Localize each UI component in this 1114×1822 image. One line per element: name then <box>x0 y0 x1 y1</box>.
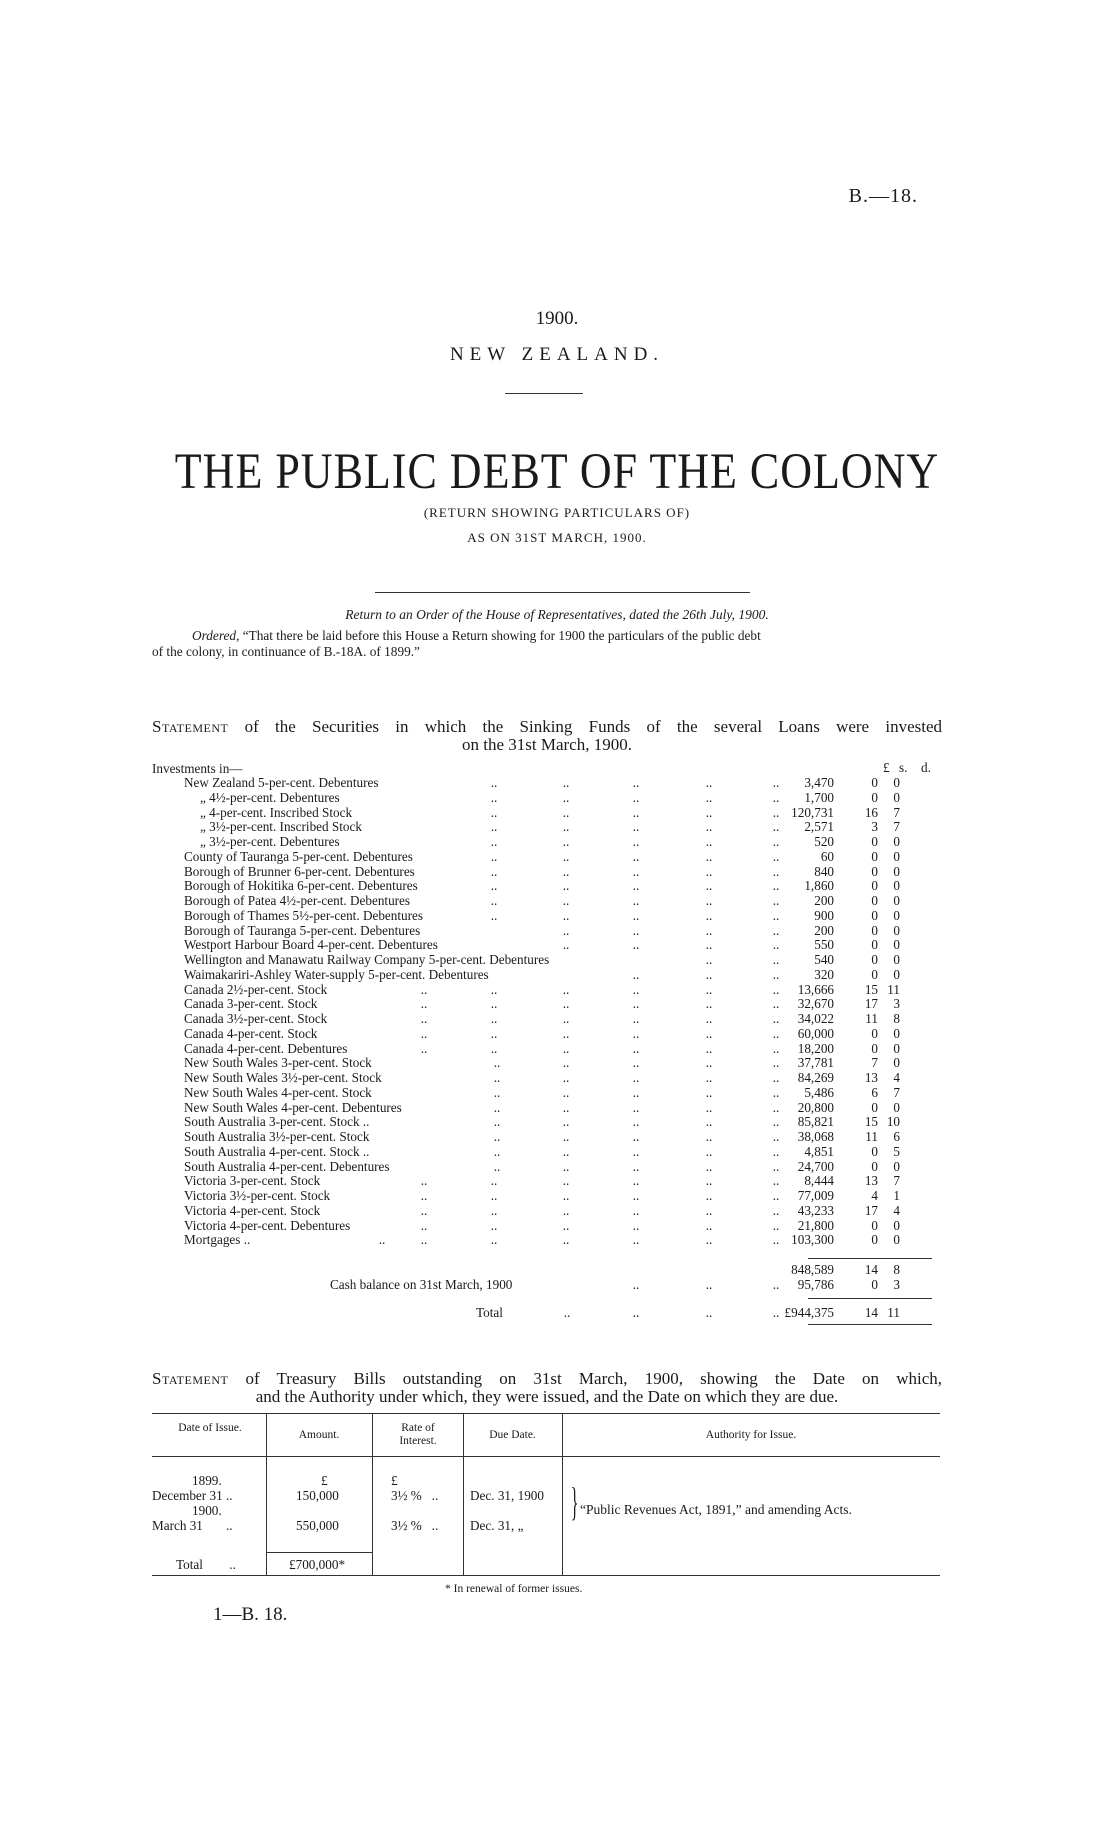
investment-pounds: 8,444 <box>804 1173 834 1189</box>
leader-dots: .. .. .. .. .. .. <box>420 1202 780 1218</box>
investment-shillings: 0 <box>871 863 878 879</box>
investment-label: Waimakariri-Ashley Water-supply 5-per-cent. Debentures <box>184 966 489 982</box>
investment-pence: 0 <box>893 1099 900 1115</box>
investment-shillings: 0 <box>871 1217 878 1233</box>
tb-row2-due: Dec. 31, „ <box>470 1518 524 1533</box>
title-divider <box>505 393 583 394</box>
investment-shillings: 0 <box>871 893 878 908</box>
investment-pence: 4 <box>893 1202 900 1218</box>
tb-row1-date-text: December 31 <box>152 1488 223 1503</box>
subtotal-shillings: 14 <box>864 1262 878 1277</box>
investment-pounds: 520 <box>814 834 834 849</box>
investment-label: Canada 3-per-cent. Stock <box>184 996 318 1012</box>
investment-pounds: 21,800 <box>797 1217 834 1233</box>
investment-pounds: 320 <box>814 966 834 982</box>
tb-row2-rate: 3½ % .. <box>391 1518 439 1533</box>
investment-label: New South Wales 4-per-cent. Stock <box>184 1084 372 1100</box>
investment-shillings: 0 <box>871 1025 878 1041</box>
ordered-paragraph <box>152 628 952 660</box>
investment-shillings: 0 <box>871 1099 878 1115</box>
investment-pence: 0 <box>893 848 900 864</box>
subtotal-row <box>152 1263 942 1277</box>
leader-dots: .. .. .. .. .. <box>490 878 780 894</box>
total-rule-top <box>808 1298 932 1299</box>
investment-shillings: 0 <box>871 1158 878 1174</box>
investment-shillings: 0 <box>871 1040 878 1056</box>
tb-authority: “Public Revenues Act, 1891,” and amending Acts. <box>580 1502 852 1517</box>
investment-row <box>152 835 942 849</box>
investment-pence: 0 <box>893 789 900 805</box>
investment-label: Westport Harbour Board 4-per-cent. Debentures <box>184 937 438 953</box>
investment-pence: 1 <box>893 1188 900 1203</box>
tb-header-rate: Rate of Interest. <box>399 1422 437 1447</box>
tb-row2-rate-text: 3½ % <box>391 1518 422 1533</box>
investment-label: Canada 3½-per-cent. Stock <box>184 1011 328 1026</box>
leader-dots: .. .. .. .. .. <box>493 1143 780 1159</box>
investment-shillings: 13 <box>864 1173 878 1189</box>
statement1-heading-line2: on the 31st March, 1900. <box>462 735 632 754</box>
total-rule-bottom <box>808 1324 932 1325</box>
investment-pounds: 4,851 <box>804 1143 834 1159</box>
investment-label: Canada 4-per-cent. Stock <box>184 1025 318 1041</box>
total-label: Total <box>476 1305 503 1320</box>
leader-dots: .. .. .. .. .. <box>490 775 780 790</box>
investment-pence: 8 <box>893 1011 900 1026</box>
investment-pence: 10 <box>886 1114 900 1130</box>
investment-row <box>152 909 942 923</box>
investment-row <box>152 1086 942 1100</box>
investment-label: South Australia 4-per-cent. Stock .. <box>184 1143 370 1159</box>
investment-pence: 0 <box>893 834 900 849</box>
leader-dots: .. .. .. .. .. <box>490 804 780 820</box>
investment-pounds: 540 <box>814 952 834 967</box>
investment-pence: 0 <box>893 1217 900 1233</box>
investment-pence: 7 <box>893 819 900 835</box>
investment-pounds: 43,233 <box>797 1202 834 1218</box>
tb-row1-amount: 150,000 <box>296 1488 339 1503</box>
leader-dots: .. .. .. .. .. <box>493 1084 780 1100</box>
tb-total-rule <box>266 1552 372 1553</box>
investment-row <box>152 1189 942 1203</box>
investment-label: „ 4-per-cent. Inscribed Stock <box>200 804 353 820</box>
tb-row1-rate-text: 3½ % <box>391 1488 422 1503</box>
tb-total-label-text: Total <box>176 1557 203 1572</box>
investment-label: Canada 2½-per-cent. Stock <box>184 981 328 997</box>
investment-shillings: 0 <box>871 952 878 967</box>
investment-pounds: 200 <box>814 893 834 908</box>
investment-shillings: 11 <box>865 1129 878 1144</box>
tb-row1-due: Dec. 31, 1900 <box>470 1488 544 1503</box>
investment-pounds: 900 <box>814 907 834 923</box>
investment-pounds: 38,068 <box>797 1129 834 1144</box>
leader-dots: .. .. .. .. .. <box>490 834 780 849</box>
investment-label: „ 3½-per-cent. Debentures <box>200 834 340 849</box>
investment-pence: 5 <box>893 1143 900 1159</box>
investment-pence: 0 <box>893 937 900 953</box>
investment-pence: 0 <box>893 863 900 879</box>
investment-row <box>152 1204 942 1218</box>
investment-label: Borough of Patea 4½-per-cent. Debentures <box>184 893 411 908</box>
investment-row <box>152 894 942 908</box>
investment-pence: 0 <box>893 775 900 790</box>
investment-pounds: 24,700 <box>797 1158 834 1174</box>
investment-pence: 0 <box>893 922 900 938</box>
investment-label: Victoria 3½-per-cent. Stock <box>184 1188 331 1203</box>
document-reference: B.—18. <box>848 185 918 207</box>
investment-label: Mortgages .. <box>184 1232 251 1248</box>
investment-pounds: 1,860 <box>804 878 834 894</box>
investment-shillings: 3 <box>871 819 878 835</box>
tb-bottom-rule <box>152 1575 940 1576</box>
investment-pounds: 60,000 <box>797 1025 834 1041</box>
investment-pence: 0 <box>893 1025 900 1041</box>
investment-label: Borough of Hokitika 6-per-cent. Debentures <box>184 878 418 894</box>
country: NEW ZEALAND. <box>449 344 665 365</box>
investment-row <box>152 1042 942 1056</box>
investment-row <box>152 1101 942 1115</box>
tb-row1-year: 1899. <box>192 1473 222 1488</box>
investment-row <box>152 1130 942 1144</box>
total-pounds: £944,375 <box>784 1305 834 1320</box>
investment-pence: 11 <box>887 981 900 997</box>
investment-row <box>152 1071 942 1085</box>
investment-row <box>152 1233 942 1247</box>
leader-dots: .. .. .. <box>632 966 780 982</box>
ordered-text-2: of the colony, in continuance of B.-18A. of 1899.” <box>152 644 420 659</box>
tb-row2-date: March 31 .. <box>152 1518 233 1533</box>
investment-pounds: 13,666 <box>797 981 834 997</box>
investment-pence: 0 <box>893 966 900 982</box>
investment-shillings: 17 <box>864 996 878 1012</box>
investment-pence: 0 <box>893 878 900 894</box>
ordered-text-1: “That there be laid before this House a Return showing for 1900 the particulars of the public debt <box>242 628 761 643</box>
ordered-word: Ordered, <box>192 628 240 643</box>
leader-dots: .. .. .. .. .. <box>493 1055 780 1071</box>
investment-row <box>152 1056 942 1070</box>
investment-label: Victoria 4-per-cent. Debentures <box>184 1217 351 1233</box>
statement2-heading-word: Statement <box>152 1369 229 1388</box>
investment-pence: 0 <box>893 907 900 923</box>
leader-dots: .. .. .. .. .. <box>490 863 780 879</box>
investment-shillings: 0 <box>871 848 878 864</box>
tb-pound-sign: £ <box>321 1473 328 1488</box>
investment-row <box>152 1115 942 1129</box>
investment-pence: 0 <box>893 1232 900 1248</box>
investment-label: South Australia 3-per-cent. Stock .. <box>184 1114 370 1130</box>
investment-shillings: 0 <box>871 922 878 938</box>
investment-shillings: 6 <box>871 1084 878 1100</box>
investment-pounds: 3,470 <box>804 775 834 790</box>
tb-header-authority: Authority for Issue. <box>705 1429 797 1441</box>
investment-shillings: 0 <box>871 789 878 805</box>
investment-label: Borough of Thames 5½-per-cent. Debentures <box>184 907 423 923</box>
statement1-heading-line1: of the Securities in which the Sinking Funds of the several Loans were invested <box>244 717 942 736</box>
order-divider <box>375 592 750 593</box>
footer-reference: 1—B. 18. <box>213 1604 288 1625</box>
investment-pounds: 20,800 <box>797 1099 834 1115</box>
investment-pence: 6 <box>893 1129 900 1144</box>
leader-dots: .. .. .. .. .. .. <box>420 981 780 997</box>
tb-row1-date: December 31 .. <box>152 1488 233 1503</box>
investment-pounds: 1,700 <box>804 789 834 805</box>
investment-row <box>152 1027 942 1041</box>
tb-header-amount: Amount. <box>298 1429 340 1441</box>
investment-row <box>152 776 942 790</box>
leader-dots: .. .. .. .. .. <box>493 1099 780 1115</box>
page-title: THE PUBLIC DEBT OF THE COLONY <box>174 443 940 500</box>
statement1-heading <box>152 718 942 754</box>
investment-pence: 7 <box>893 804 900 820</box>
subtotal-pounds: 848,589 <box>791 1262 834 1277</box>
tb-header-date: Date of Issue. <box>178 1422 242 1434</box>
tb-row2-date-text: March 31 <box>152 1518 203 1533</box>
investment-shillings: 11 <box>865 1011 878 1026</box>
investment-shillings: 7 <box>871 1055 878 1071</box>
investment-label: South Australia 3½-per-cent. Stock <box>184 1129 370 1144</box>
leader-dots: .. .. .. .. .. <box>490 848 780 864</box>
investment-label: „ 4½-per-cent. Debentures <box>200 789 340 805</box>
investment-shillings: 0 <box>871 834 878 849</box>
investment-pounds: 103,300 <box>791 1232 834 1248</box>
investment-shillings: 17 <box>864 1202 878 1218</box>
investment-label: County of Tauranga 5-per-cent. Debentures <box>184 848 413 864</box>
investment-row <box>152 997 942 1011</box>
investment-row <box>152 879 942 893</box>
leader-dots: .. .. .. .. .. .. <box>420 1011 780 1026</box>
leader-dots: .. .. .. .. .. .. <box>420 1025 780 1041</box>
investment-shillings: 15 <box>864 1114 878 1130</box>
investment-pounds: 84,269 <box>797 1070 834 1085</box>
investment-shillings: 4 <box>871 1188 878 1203</box>
year: 1900. <box>535 308 579 329</box>
investment-pence: 0 <box>893 893 900 908</box>
subtitle: (RETURN SHOWING PARTICULARS OF) <box>423 505 691 520</box>
investment-row <box>152 820 942 834</box>
investment-pounds: 2,571 <box>804 819 834 835</box>
total-shillings: 14 <box>864 1305 878 1320</box>
investment-label: Victoria 3-per-cent. Stock <box>184 1173 321 1189</box>
investment-shillings: 0 <box>871 966 878 982</box>
investment-row <box>152 938 942 952</box>
statement2-heading-line1: of Treasury Bills outstanding on 31st March, 1900, showing the Date on which, <box>245 1369 943 1388</box>
subtotal-rule <box>808 1258 932 1259</box>
investment-shillings: 15 <box>864 981 878 997</box>
tb-row2-amount: 550,000 <box>296 1518 339 1533</box>
tb-header-due: Due Date. <box>489 1429 536 1441</box>
investment-pence: 7 <box>893 1084 900 1100</box>
investment-pounds: 5,486 <box>804 1084 834 1100</box>
col-pounds-header: £ <box>883 760 890 775</box>
investment-label: Wellington and Manawatu Railway Company 5-per-cent. Debentures <box>184 952 550 967</box>
investment-label: Borough of Brunner 6-per-cent. Debentures <box>184 863 415 879</box>
investment-pence: 0 <box>893 1055 900 1071</box>
tb-row1-rate: 3½ % .. <box>391 1488 439 1503</box>
investment-shillings: 0 <box>871 775 878 790</box>
investment-label: Canada 4-per-cent. Debentures <box>184 1040 348 1056</box>
investment-label: New South Wales 3-per-cent. Stock <box>184 1055 372 1071</box>
total-pence: 11 <box>887 1305 900 1320</box>
cash-pence: 3 <box>893 1277 900 1292</box>
investment-pounds: 77,009 <box>797 1188 834 1203</box>
investment-pounds: 120,731 <box>791 804 834 820</box>
leader-dots: .. .. .. .. .. <box>490 789 780 805</box>
investments-label: Investments in— <box>152 761 243 776</box>
investment-row <box>152 953 942 967</box>
tb-top-rule <box>152 1413 940 1414</box>
investment-shillings: 0 <box>871 907 878 923</box>
investment-label: New South Wales 4-per-cent. Debentures <box>184 1099 402 1115</box>
cash-balance-label: Cash balance on 31st March, 1900 <box>330 1277 513 1292</box>
investment-label: New Zealand 5-per-cent. Debentures <box>184 775 379 790</box>
leader-dots: .. .. .. .. .. .. <box>420 1173 780 1189</box>
subtotal-pence: 8 <box>893 1262 900 1277</box>
col-pence-header: d. <box>921 760 931 775</box>
cash-pounds: 95,786 <box>797 1277 834 1292</box>
investment-pounds: 37,781 <box>797 1055 834 1071</box>
investment-row <box>152 983 942 997</box>
total-row: Total .. .. .. .. £944,375 14 11 <box>476 1305 900 1320</box>
leader-dots: .. .. .. .. .. <box>493 1129 780 1144</box>
investment-row <box>152 1012 942 1026</box>
investment-row <box>152 791 942 805</box>
investment-row <box>152 968 942 982</box>
investment-label: Victoria 4-per-cent. Stock <box>184 1202 321 1218</box>
tb-rate-pound-sign: £ <box>391 1473 398 1488</box>
statement2-heading-line2: and the Authority under which, they were issued, and the Date on which they are due. <box>255 1387 839 1406</box>
investment-pence: 0 <box>893 1158 900 1174</box>
leader-dots: .. .. .. .. .. <box>493 1114 780 1130</box>
investment-label: Borough of Tauranga 5-per-cent. Debentures <box>184 922 421 938</box>
investment-pounds: 550 <box>814 937 834 953</box>
leader-dots: .. .. .. .. .. <box>490 907 780 923</box>
investment-label: New South Wales 3½-per-cent. Stock <box>184 1070 382 1085</box>
investment-shillings: 13 <box>864 1070 878 1085</box>
tb-total-amount: £700,000* <box>289 1557 346 1572</box>
tb-header-rule <box>152 1456 940 1457</box>
investment-pence: 0 <box>893 1040 900 1056</box>
leader-dots: .. .. .. .. .. <box>493 1158 780 1174</box>
return-line: Return to an Order of the House of Representatives, dated the 26th July, 1900. <box>345 607 769 622</box>
investment-label: „ 3½-per-cent. Inscribed Stock <box>200 819 362 835</box>
col-shillings-header: s. <box>899 760 908 775</box>
investment-pounds: 60 <box>820 848 834 864</box>
investment-pence: 7 <box>893 1173 900 1189</box>
tb-col-divider-2 <box>372 1413 373 1575</box>
investment-label: South Australia 4-per-cent. Debentures <box>184 1158 390 1174</box>
leader-dots: .. .. .. .. .. .. <box>420 1217 780 1233</box>
leader-dots: .. .. .. .. <box>562 937 780 953</box>
tb-total-label: Total .. <box>176 1557 236 1572</box>
investment-row <box>152 1145 942 1159</box>
tb-row2-year: 1900. <box>192 1503 222 1518</box>
leader-dots: .. .. .. .. .. .. <box>420 1188 780 1203</box>
cash-balance-row: Cash balance on 31st March, 1900 .. .. .. 95,786 0 3 <box>330 1277 900 1292</box>
leader-dots: .. .. .. .. .. .. .. <box>378 1232 780 1248</box>
leader-dots: .. .. .. .. .. <box>490 819 780 835</box>
investment-pounds: 840 <box>814 863 834 879</box>
investment-pounds: 18,200 <box>797 1040 834 1056</box>
investment-pounds: 200 <box>814 922 834 938</box>
investment-row <box>152 1174 942 1188</box>
investment-pounds: 34,022 <box>797 1011 834 1026</box>
tb-brace: } <box>570 1479 579 1524</box>
footnote: * In renewal of former issues. <box>445 1583 583 1595</box>
investment-shillings: 0 <box>871 1143 878 1159</box>
investment-row <box>152 1219 942 1233</box>
leader-dots: .. .. <box>705 952 780 967</box>
statement2-heading <box>152 1370 942 1406</box>
leader-dots: .. .. .. .. .. .. <box>420 996 780 1012</box>
investment-row <box>152 806 942 820</box>
investment-shillings: 0 <box>871 878 878 894</box>
investment-pence: 4 <box>893 1070 900 1085</box>
investment-row <box>152 924 942 938</box>
leader-dots: .. .. .. .. <box>562 922 780 938</box>
investment-row <box>152 850 942 864</box>
investment-pence: 3 <box>893 996 900 1012</box>
cash-shillings: 0 <box>871 1277 878 1292</box>
investment-shillings: 0 <box>871 1232 878 1248</box>
leader-dots: .. .. .. .. .. .. <box>420 1040 780 1056</box>
investment-pounds: 85,821 <box>797 1114 834 1130</box>
investment-pence: 0 <box>893 952 900 967</box>
investment-shillings: 16 <box>864 804 878 820</box>
investment-pounds: 32,670 <box>797 996 834 1012</box>
statement1-heading-word: Statement <box>152 717 229 736</box>
investment-row <box>152 865 942 879</box>
investment-row <box>152 1160 942 1174</box>
leader-dots: .. .. .. .. .. <box>493 1070 780 1085</box>
investment-shillings: 0 <box>871 937 878 953</box>
date-line: AS ON 31ST MARCH, 1900. <box>467 530 647 545</box>
leader-dots: .. .. .. .. .. <box>490 893 780 908</box>
